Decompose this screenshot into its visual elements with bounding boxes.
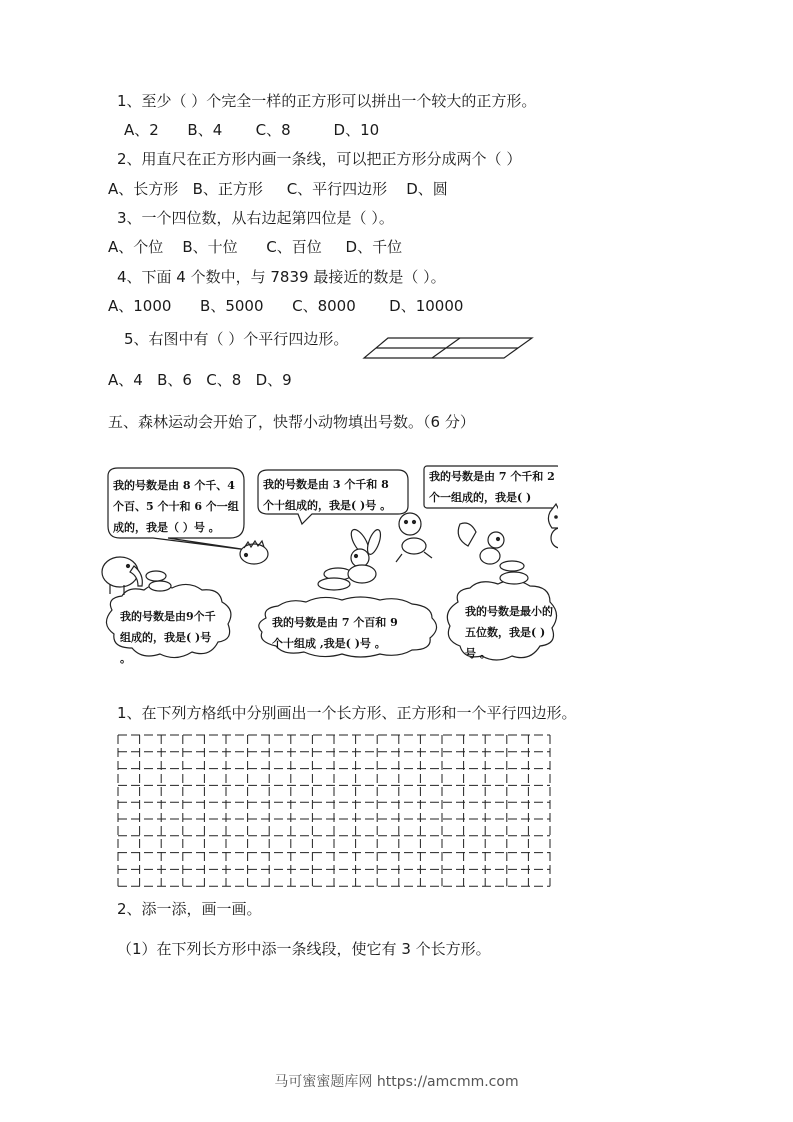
section5-title: 五、森林运动会开始了，快帮小动物填出号数。（6 分）: [108, 413, 475, 431]
q3-stem: 3、一个四位数，从右边起第四位是（ ）。: [117, 209, 394, 227]
bubble-3-text: 我的号数是由 7 个千和 2 个一组成的，我是( ): [429, 470, 555, 504]
draw1-stem: 1、在下列方格纸中分别画出一个长方形、正方形和一个平行四边形。: [117, 704, 577, 722]
rabbit-icon: [348, 527, 383, 583]
monkey-icon: [396, 513, 432, 562]
grid-paper[interactable]: [117, 733, 555, 887]
bubble-2-text: 我的号数是由 3 个千和 8 个十组成的，我是( )号 。: [263, 478, 392, 512]
bubble-6-text: 我的号数是最小的五位数，我是( )号 。: [465, 605, 553, 660]
q1-options: A、2 B、4 C、8 D、10: [124, 121, 380, 139]
parallelogram-figure: [360, 334, 536, 362]
q4-stem: 4、下面 4 个数中，与 7839 最接近的数是（ ）。: [117, 268, 446, 286]
bubble-5-text: 我的号数是由 7 个百和 9 个十组成 ,我是( )号 。: [272, 616, 398, 650]
q2-stem: 2、用直尺在正方形内画一条线，可以把正方形分成两个（ ）: [117, 150, 522, 168]
q5-options: A、4 B、6 C、8 D、9: [108, 371, 292, 389]
q3-options: A、个位 B、十位 C、百位 D、千位: [108, 238, 403, 256]
footer-watermark: 马可蜜蜜题库网 https://amcmm.com: [274, 1074, 519, 1090]
bubble-4-text: 我的号数是由9个千组成的，我是( )号 。: [120, 610, 216, 665]
hedgehog-icon: [240, 541, 268, 564]
cat-icon: [548, 504, 558, 548]
draw2-title: 2、添一添，画一画。: [117, 900, 262, 918]
bubble-1-text: 我的号数是由 8 个千、4 个百、5 个十和 6 个一组成的，我是（ ）号 。: [113, 479, 239, 534]
draw2-sub1: （1）在下列长方形中添一条线段，使它有 3 个长方形。: [117, 940, 491, 958]
squirrel-icon: [458, 523, 504, 564]
q1-stem: 1、至少（ ）个完全一样的正方形可以拼出一个较大的正方形。: [117, 92, 537, 110]
q4-options: A、1000 B、5000 C、8000 D、10000: [108, 297, 464, 315]
q5-stem: 5、右图中有（ ）个平行四边形。: [124, 330, 349, 348]
q2-options: A、长方形 B、正方形 C、平行四边形 D、圆: [108, 180, 448, 198]
